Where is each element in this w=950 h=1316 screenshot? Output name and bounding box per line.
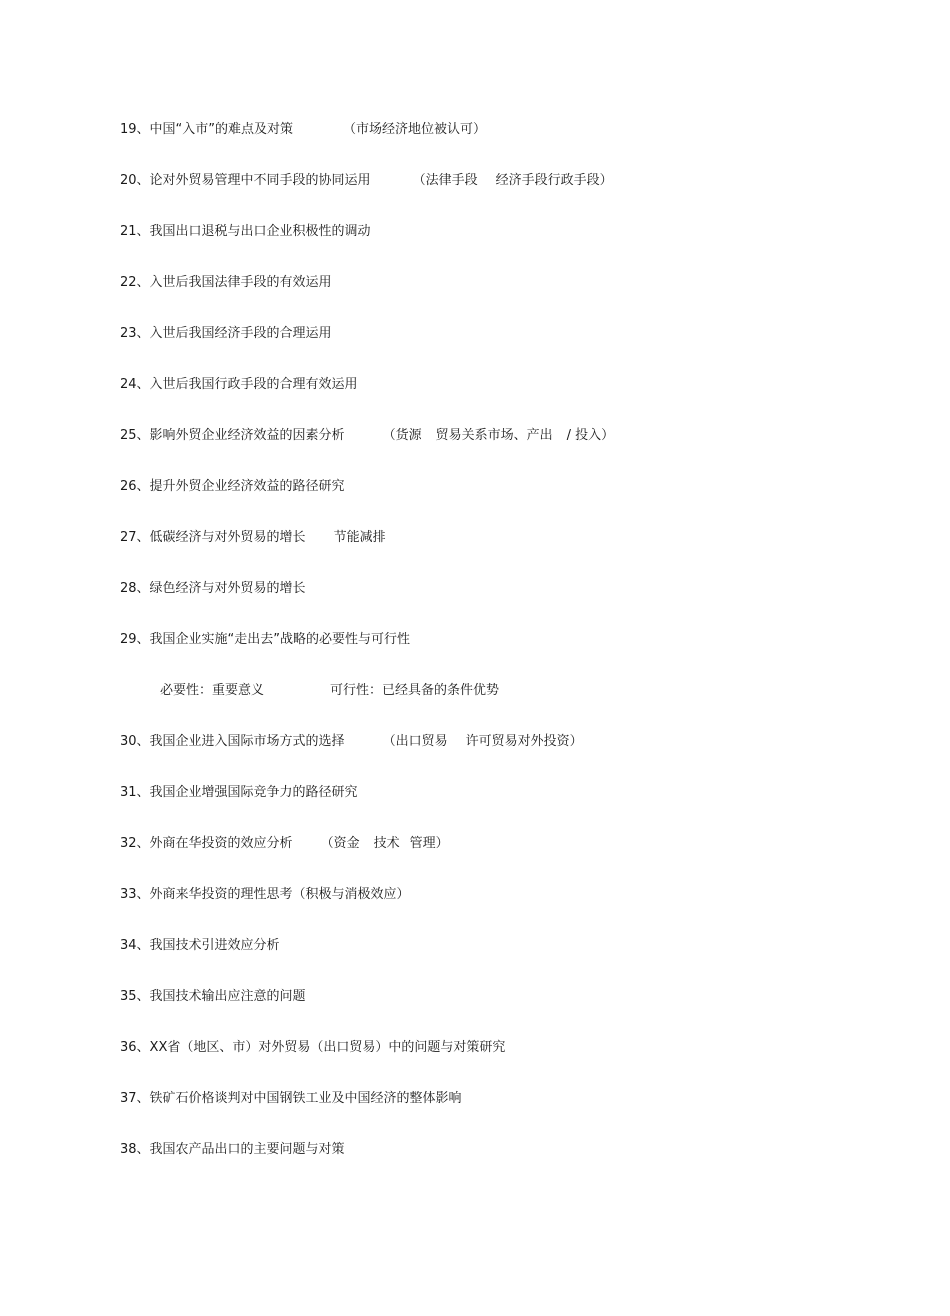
topic-item [120, 629, 880, 680]
topic-title: XX省（地区、市）对外贸易（出口贸易）中的问题与对策研究 [149, 1040, 506, 1055]
topic-note: 经济手段行政手段） [495, 173, 613, 188]
topic-item [120, 221, 880, 272]
topic-item [120, 935, 880, 986]
topic-item [120, 170, 880, 221]
topic-number: 36、 [120, 1040, 150, 1055]
topic-item [120, 272, 880, 323]
topic-item [120, 1088, 880, 1139]
topic-number: 25、 [120, 428, 150, 443]
topic-note: / 投入） [566, 428, 615, 443]
topic-subline [120, 680, 880, 731]
topic-number: 28、 [120, 581, 150, 596]
topic-item [120, 578, 880, 629]
topic-list [120, 119, 880, 1190]
topic-item [120, 119, 880, 170]
topic-title: 我国技术引进效应分析 [149, 938, 280, 953]
topic-title: 入世后我国法律手段的有效运用 [149, 275, 332, 290]
topic-note: （资金 [320, 836, 360, 851]
topic-number: 32、 [120, 836, 150, 851]
topic-title: 我国企业增强国际竞争力的路径研究 [149, 785, 358, 800]
topic-item [120, 731, 880, 782]
topic-item [120, 884, 880, 935]
topic-number: 33、 [120, 887, 150, 902]
topic-title: 入世后我国行政手段的合理有效运用 [149, 377, 358, 392]
topic-note: 贸易关系市场、产出 [435, 428, 553, 443]
topic-title: 绿色经济与对外贸易的增长 [149, 581, 306, 596]
topic-item [120, 425, 880, 476]
topic-title: 影响外贸企业经济效益的因素分析 [149, 428, 345, 443]
topic-title: 提升外贸企业经济效益的路径研究 [149, 479, 345, 494]
topic-item [120, 1037, 880, 1088]
topic-title: 我国技术输出应注意的问题 [149, 989, 306, 1004]
topic-number: 38、 [120, 1142, 150, 1157]
topic-item [120, 476, 880, 527]
topic-title: 中国“入市”的难点及对策 [149, 122, 294, 137]
topic-number: 34、 [120, 938, 150, 953]
topic-number: 26、 [120, 479, 150, 494]
topic-number: 30、 [120, 734, 150, 749]
topic-title: 外商来华投资的理性思考（积极与消极效应） [149, 887, 410, 902]
topic-number: 21、 [120, 224, 150, 239]
topic-note: （法律手段 [412, 173, 478, 188]
topic-note: 管理） [409, 836, 449, 851]
topic-number: 27、 [120, 530, 150, 545]
topic-note: （出口贸易 [382, 734, 448, 749]
topic-number: 29、 [120, 632, 150, 647]
topic-note: 技术 [373, 836, 400, 851]
topic-number: 20、 [120, 173, 150, 188]
topic-note: 许可贸易对外投资） [465, 734, 583, 749]
topic-number: 24、 [120, 377, 150, 392]
topic-title: 我国出口退税与出口企业积极性的调动 [149, 224, 371, 239]
topic-item [120, 833, 880, 884]
topic-number: 37、 [120, 1091, 150, 1106]
topic-number: 23、 [120, 326, 150, 341]
topic-note: （货源 [382, 428, 422, 443]
topic-note: （市场经济地位被认可） [343, 122, 487, 137]
topic-item [120, 323, 880, 374]
topic-title: 铁矿石价格谈判对中国钢铁工业及中国经济的整体影响 [149, 1091, 462, 1106]
topic-item [120, 374, 880, 425]
topic-number: 19、 [120, 122, 150, 137]
topic-note: 节能减排 [333, 530, 386, 545]
topic-item [120, 986, 880, 1037]
topic-title: 外商在华投资的效应分析 [149, 836, 293, 851]
topic-item [120, 527, 880, 578]
topic-item [120, 782, 880, 833]
topic-title: 我国企业实施“走出去”战略的必要性与可行性 [149, 632, 411, 647]
topic-number: 31、 [120, 785, 150, 800]
topic-title: 我国农产品出口的主要问题与对策 [149, 1142, 345, 1157]
topic-item [120, 1139, 880, 1190]
topic-title: 必要性：重要意义 [160, 683, 265, 698]
topic-title: 入世后我国经济手段的合理运用 [149, 326, 332, 341]
topic-title: 论对外贸易管理中不同手段的协同运用 [149, 173, 371, 188]
topic-number: 35、 [120, 989, 150, 1004]
topic-title: 低碳经济与对外贸易的增长 [149, 530, 306, 545]
topic-number: 22、 [120, 275, 150, 290]
topic-note: 可行性：已经具备的条件优势 [330, 683, 500, 698]
topic-title: 我国企业进入国际市场方式的选择 [149, 734, 345, 749]
